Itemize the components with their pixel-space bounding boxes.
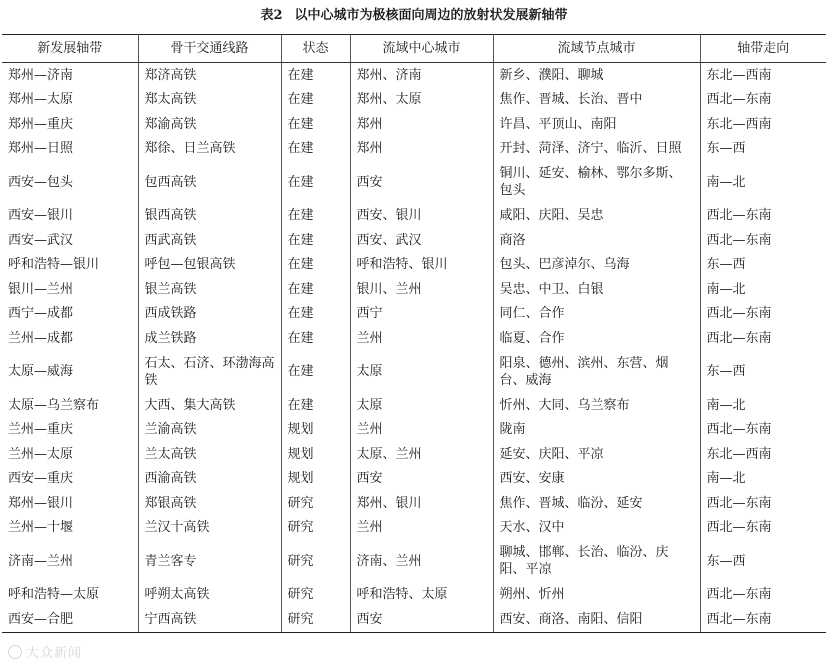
- table-row: [2, 88, 826, 113]
- table-row: [2, 583, 826, 608]
- cell-status: 在建: [281, 302, 350, 327]
- cell-node-cities: 同仁、合作: [493, 302, 700, 327]
- cell-axis: 郑州—银川: [2, 491, 138, 516]
- cell-axis: 郑州—重庆: [2, 112, 138, 137]
- cell-center-city: 太原: [350, 351, 493, 394]
- column-header: 轴带走向: [700, 35, 826, 63]
- table-row: [2, 540, 826, 583]
- cell-axis: 西安—重庆: [2, 467, 138, 492]
- cell-center-city: 西安: [350, 467, 493, 492]
- cell-axis: 西安—合肥: [2, 607, 138, 632]
- cell-axis: 呼和浩特—银川: [2, 253, 138, 278]
- cell-transport-line: 兰太高铁: [138, 442, 281, 467]
- cell-center-city: 兰州: [350, 418, 493, 443]
- cell-axis: 济南—兰州: [2, 540, 138, 583]
- cell-direction: 南—北: [700, 467, 826, 492]
- table-row: [2, 277, 826, 302]
- cell-axis: 郑州—济南: [2, 63, 138, 88]
- table-row: [2, 326, 826, 351]
- table-row: [2, 351, 826, 394]
- cell-transport-line: 青兰客专: [138, 540, 281, 583]
- cell-node-cities: 许昌、平顶山、南阳: [493, 112, 700, 137]
- table-row: [2, 491, 826, 516]
- cell-status: 在建: [281, 137, 350, 162]
- cell-transport-line: 银兰高铁: [138, 277, 281, 302]
- cell-axis: 兰州—太原: [2, 442, 138, 467]
- cell-direction: 西北—东南: [700, 516, 826, 541]
- table-row: [2, 467, 826, 492]
- cell-transport-line: 呼包—包银高铁: [138, 253, 281, 278]
- cell-axis: 太原—乌兰察布: [2, 393, 138, 418]
- cell-transport-line: 西渝高铁: [138, 467, 281, 492]
- column-header: 状态: [281, 35, 350, 63]
- cell-center-city: 呼和浩特、银川: [350, 253, 493, 278]
- cell-direction: 西北—东南: [700, 302, 826, 327]
- cell-node-cities: 陇南: [493, 418, 700, 443]
- cell-status: 在建: [281, 88, 350, 113]
- cell-node-cities: 西安、商洛、南阳、信阳: [493, 607, 700, 632]
- cell-axis: 西宁—成都: [2, 302, 138, 327]
- cell-transport-line: 西成铁路: [138, 302, 281, 327]
- cell-axis: 西安—武汉: [2, 228, 138, 253]
- cell-status: 研究: [281, 516, 350, 541]
- cell-center-city: 郑州: [350, 112, 493, 137]
- cell-direction: 西北—东南: [700, 418, 826, 443]
- table-row: [2, 253, 826, 278]
- cell-transport-line: 银西高铁: [138, 204, 281, 229]
- cell-transport-line: 兰渝高铁: [138, 418, 281, 443]
- cell-status: 在建: [281, 63, 350, 88]
- cell-center-city: 郑州、济南: [350, 63, 493, 88]
- cell-direction: 东北—西南: [700, 112, 826, 137]
- cell-transport-line: 宁西高铁: [138, 607, 281, 632]
- cell-center-city: 太原: [350, 393, 493, 418]
- cell-status: 在建: [281, 112, 350, 137]
- table-row: [2, 442, 826, 467]
- cell-axis: 兰州—重庆: [2, 418, 138, 443]
- table-header-row: [2, 35, 826, 63]
- cell-transport-line: 大西、集大高铁: [138, 393, 281, 418]
- cell-status: 研究: [281, 540, 350, 583]
- cell-center-city: 西安、银川: [350, 204, 493, 229]
- cell-node-cities: 开封、菏泽、济宁、临沂、日照: [493, 137, 700, 162]
- cell-status: 研究: [281, 583, 350, 608]
- cell-direction: 西北—东南: [700, 491, 826, 516]
- news-logo-icon: [8, 645, 22, 659]
- cell-transport-line: 郑徐、日兰高铁: [138, 137, 281, 162]
- cell-axis: 太原—威海: [2, 351, 138, 394]
- cell-transport-line: 郑渝高铁: [138, 112, 281, 137]
- cell-status: 在建: [281, 351, 350, 394]
- cell-node-cities: 阳泉、德州、滨州、东营、烟台、威海: [493, 351, 700, 394]
- cell-center-city: 西安: [350, 161, 493, 204]
- cell-transport-line: 包西高铁: [138, 161, 281, 204]
- cell-node-cities: 忻州、大同、乌兰察布: [493, 393, 700, 418]
- cell-axis: 西安—包头: [2, 161, 138, 204]
- cell-axis: 西安—银川: [2, 204, 138, 229]
- column-header: 新发展轴带: [2, 35, 138, 63]
- cell-center-city: 郑州、太原: [350, 88, 493, 113]
- cell-axis: 兰州—十堰: [2, 516, 138, 541]
- cell-center-city: 呼和浩特、太原: [350, 583, 493, 608]
- cell-status: 在建: [281, 161, 350, 204]
- cell-center-city: 郑州: [350, 137, 493, 162]
- cell-status: 规划: [281, 418, 350, 443]
- cell-center-city: 兰州: [350, 516, 493, 541]
- cell-direction: 西北—东南: [700, 607, 826, 632]
- cell-direction: 西北—东南: [700, 88, 826, 113]
- cell-transport-line: 郑济高铁: [138, 63, 281, 88]
- cell-center-city: 银川、兰州: [350, 277, 493, 302]
- cell-node-cities: 朔州、忻州: [493, 583, 700, 608]
- cell-axis: 郑州—太原: [2, 88, 138, 113]
- table-row: [2, 418, 826, 443]
- cell-direction: 西北—东南: [700, 228, 826, 253]
- watermark-text: 大众新闻: [26, 646, 83, 661]
- table-row: [2, 228, 826, 253]
- cell-center-city: 郑州、银川: [350, 491, 493, 516]
- cell-direction: 东—西: [700, 351, 826, 394]
- cell-transport-line: 郑银高铁: [138, 491, 281, 516]
- table-body: [2, 63, 826, 633]
- cell-transport-line: 兰汉十高铁: [138, 516, 281, 541]
- cell-center-city: 西安: [350, 607, 493, 632]
- cell-status: 规划: [281, 467, 350, 492]
- cell-direction: 东—西: [700, 540, 826, 583]
- cell-status: 在建: [281, 204, 350, 229]
- cell-direction: 南—北: [700, 161, 826, 204]
- cell-transport-line: 成兰铁路: [138, 326, 281, 351]
- cell-node-cities: 西安、安康: [493, 467, 700, 492]
- cell-direction: 西北—东南: [700, 204, 826, 229]
- table-title: 以中心城市为极核面向周边的放射状发展新轴带: [294, 8, 568, 23]
- cell-axis: 呼和浩特—太原: [2, 583, 138, 608]
- cell-transport-line: 石太、石济、环渤海高铁: [138, 351, 281, 394]
- cell-node-cities: 焦作、晋城、临汾、延安: [493, 491, 700, 516]
- cell-status: 规划: [281, 442, 350, 467]
- cell-node-cities: 天水、汉中: [493, 516, 700, 541]
- cell-direction: 南—北: [700, 393, 826, 418]
- column-header: 流域中心城市: [350, 35, 493, 63]
- cell-status: 在建: [281, 253, 350, 278]
- table-row: [2, 302, 826, 327]
- table-row: [2, 607, 826, 632]
- cell-direction: 东北—西南: [700, 442, 826, 467]
- cell-status: 在建: [281, 393, 350, 418]
- cell-node-cities: 包头、巴彦淖尔、乌海: [493, 253, 700, 278]
- cell-axis: 郑州—日照: [2, 137, 138, 162]
- cell-transport-line: 郑太高铁: [138, 88, 281, 113]
- cell-axis: 兰州—成都: [2, 326, 138, 351]
- cell-node-cities: 新乡、濮阳、聊城: [493, 63, 700, 88]
- table-row: [2, 137, 826, 162]
- cell-node-cities: 吴忠、中卫、白银: [493, 277, 700, 302]
- cell-status: 在建: [281, 277, 350, 302]
- column-header: 流域节点城市: [493, 35, 700, 63]
- development-axis-table: [2, 34, 826, 633]
- table-number: 表2: [260, 8, 283, 23]
- cell-status: 在建: [281, 326, 350, 351]
- cell-node-cities: 焦作、晋城、长治、晋中: [493, 88, 700, 113]
- cell-center-city: 西安、武汉: [350, 228, 493, 253]
- cell-node-cities: 临夏、合作: [493, 326, 700, 351]
- cell-direction: 西北—东南: [700, 326, 826, 351]
- watermark: [8, 642, 82, 660]
- cell-direction: 东—西: [700, 137, 826, 162]
- cell-direction: 东北—西南: [700, 63, 826, 88]
- column-header: 骨干交通线路: [138, 35, 281, 63]
- cell-transport-line: 呼朔太高铁: [138, 583, 281, 608]
- table-row: [2, 112, 826, 137]
- cell-status: 在建: [281, 228, 350, 253]
- cell-center-city: 西宁: [350, 302, 493, 327]
- cell-transport-line: 西武高铁: [138, 228, 281, 253]
- cell-center-city: 兰州: [350, 326, 493, 351]
- cell-direction: 南—北: [700, 277, 826, 302]
- cell-node-cities: 咸阳、庆阳、吴忠: [493, 204, 700, 229]
- cell-status: 研究: [281, 607, 350, 632]
- cell-direction: 西北—东南: [700, 583, 826, 608]
- table-row: [2, 161, 826, 204]
- cell-center-city: 太原、兰州: [350, 442, 493, 467]
- cell-direction: 东—西: [700, 253, 826, 278]
- cell-node-cities: 延安、庆阳、平凉: [493, 442, 700, 467]
- cell-node-cities: 聊城、邯郸、长治、临汾、庆阳、平凉: [493, 540, 700, 583]
- table-row: [2, 393, 826, 418]
- cell-status: 研究: [281, 491, 350, 516]
- cell-axis: 银川—兰州: [2, 277, 138, 302]
- table-row: [2, 63, 826, 88]
- cell-center-city: 济南、兰州: [350, 540, 493, 583]
- cell-node-cities: 商洛: [493, 228, 700, 253]
- table-row: [2, 204, 826, 229]
- table-row: [2, 516, 826, 541]
- table-caption: [0, 4, 828, 28]
- cell-node-cities: 铜川、延安、榆林、鄂尔多斯、包头: [493, 161, 700, 204]
